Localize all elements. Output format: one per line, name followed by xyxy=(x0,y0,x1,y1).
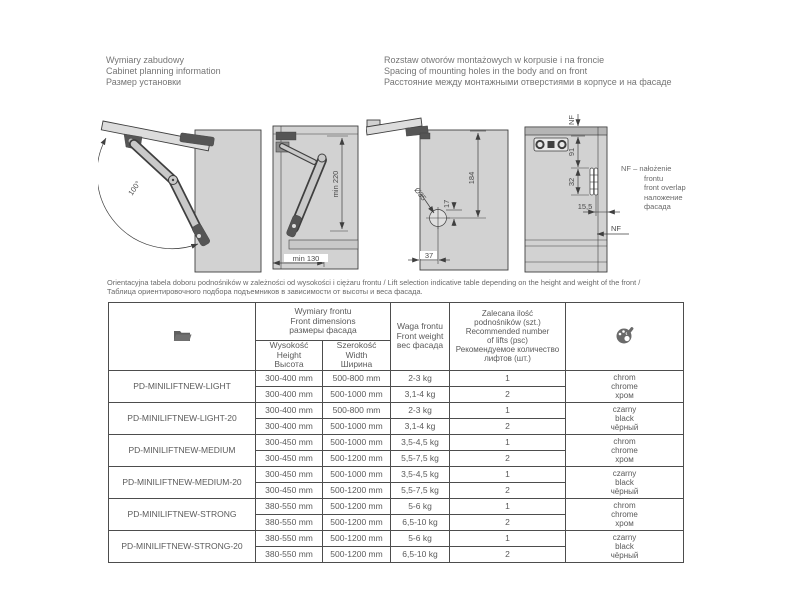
nf-legend-line: наложение xyxy=(644,192,683,202)
product-column-header xyxy=(109,303,256,371)
weight-cell: 5,5-7,5 kg xyxy=(391,450,450,466)
dim-label-angle: 100° xyxy=(126,179,143,198)
table-row xyxy=(109,370,684,386)
height-cell: 300-400 mm xyxy=(256,418,323,434)
weight-cell: 3,1-4 kg xyxy=(391,418,450,434)
color-cell: czarny black чёрный xyxy=(566,466,684,498)
dim-label-17: 17 xyxy=(442,199,451,208)
qty-cell: 2 xyxy=(450,482,566,498)
qty-cell: 1 xyxy=(450,498,566,514)
table-header xyxy=(109,303,684,371)
caption-line: Orientacyjna tabela doboru podnośników w zależności od wysokości i ciężaru frontu / Lift selection indicative table depending on the height and weight of the front / xyxy=(107,278,641,287)
table-body xyxy=(109,370,684,562)
height-cell: 300-450 mm xyxy=(256,450,323,466)
dim-label-184: 184 xyxy=(467,171,476,185)
height-cell: 300-450 mm xyxy=(256,466,323,482)
qty-cell: 1 xyxy=(450,402,566,418)
product-name: PD-MINILIFTNEW-LIGHT xyxy=(109,370,256,402)
weight-cell: 2-3 kg xyxy=(391,402,450,418)
qty-cell: 2 xyxy=(450,386,566,402)
table-row xyxy=(109,402,684,418)
table-row xyxy=(109,466,684,482)
qty-cell: 2 xyxy=(450,418,566,434)
table-row xyxy=(109,434,684,450)
height-cell: 300-450 mm xyxy=(256,434,323,450)
height-cell: 380-550 mm xyxy=(256,546,323,562)
lift-upper-arm xyxy=(134,144,173,180)
height-cell: 380-550 mm xyxy=(256,530,323,546)
height-cell: 300-400 mm xyxy=(256,370,323,386)
height-column-header: Wysokość Height Высота xyxy=(256,341,323,371)
diagram-side-drilling xyxy=(366,114,518,276)
qty-cell: 2 xyxy=(450,450,566,466)
weight-cell: 3,5-4,5 kg xyxy=(391,434,450,450)
width-column-header: Szerokość Width Ширина xyxy=(323,341,391,371)
color-cell: czarny black чёрный xyxy=(566,530,684,562)
weight-column-header: Waga frontu Front weight вес фасада xyxy=(391,303,450,371)
color-column-header xyxy=(566,303,684,371)
lift-selection-table xyxy=(108,302,684,563)
plate-detail xyxy=(548,141,555,148)
width-cell: 500-1000 mm xyxy=(323,386,391,402)
title-line: Расстояние между монтажными отверстиями в корпусе и на фасаде xyxy=(384,77,672,87)
height-cell: 380-550 mm xyxy=(256,514,323,530)
dim-label-hole-diameter: Ø35 xyxy=(412,185,429,203)
dim-label-nf-bottom: NF xyxy=(611,224,621,233)
width-cell: 500-1200 mm xyxy=(323,450,391,466)
nf-legend xyxy=(621,164,686,212)
height-cell: 300-450 mm xyxy=(256,482,323,498)
title-line: Rozstaw otworów montażowych w korpusie i na froncie xyxy=(384,55,605,65)
foot-screw-icon xyxy=(197,234,201,238)
color-cell: chrom chrome хром xyxy=(566,434,684,466)
weight-cell: 3,5-4,5 kg xyxy=(391,466,450,482)
product-name: PD-MINILIFTNEW-MEDIUM xyxy=(109,434,256,466)
title-line: Spacing of mounting holes in the body and on front xyxy=(384,66,588,76)
height-cell: 300-400 mm xyxy=(256,386,323,402)
weight-cell: 5-6 kg xyxy=(391,498,450,514)
width-cell: 500-800 mm xyxy=(323,402,391,418)
qty-column-header: Zalecana ilość podnośników (szt.) Recommended number of lifts (psc) Рекомендуемое количество лифтов (шт.) xyxy=(450,303,566,371)
height-cell: 380-550 mm xyxy=(256,498,323,514)
product-name: PD-MINILIFTNEW-STRONG-20 xyxy=(109,530,256,562)
width-cell: 500-1000 mm xyxy=(323,418,391,434)
height-cell: 300-400 mm xyxy=(256,402,323,418)
weight-cell: 3,1-4 kg xyxy=(391,386,450,402)
adjustment-slot xyxy=(590,168,594,195)
product-name: PD-MINILIFTNEW-MEDIUM-20 xyxy=(109,466,256,498)
weight-cell: 5-6 kg xyxy=(391,530,450,546)
product-name: PD-MINILIFTNEW-STRONG xyxy=(109,498,256,530)
dim-label-91: 91 xyxy=(567,147,576,157)
title-line: Cabinet planning information xyxy=(106,66,221,76)
section-title-hole-spacing xyxy=(384,55,672,88)
width-cell: 500-1200 mm xyxy=(323,482,391,498)
section-title-cabinet-planning xyxy=(106,55,221,88)
nf-legend-line: NF – nałożenie xyxy=(621,164,672,173)
color-cell: chrom chrome хром xyxy=(566,498,684,530)
product-name: PD-MINILIFTNEW-LIGHT-20 xyxy=(109,402,256,434)
lift-top-mount xyxy=(276,132,296,140)
diagram-opening-angle xyxy=(98,114,273,276)
palette-icon xyxy=(614,326,636,344)
dim-label-min-depth: min 130 xyxy=(292,254,320,263)
nf-legend-line: фасада xyxy=(644,202,671,211)
qty-cell: 2 xyxy=(450,546,566,562)
color-cell: chrom chrome хром xyxy=(566,370,684,402)
width-cell: 500-1000 mm xyxy=(323,434,391,450)
table-caption xyxy=(107,278,640,296)
dim-label-15-5: 15,5 xyxy=(577,202,593,211)
width-cell: 500-1000 mm xyxy=(323,466,391,482)
folder-icon xyxy=(172,328,192,342)
adjustment-slot xyxy=(594,168,598,195)
dim-label-min-height: min 220 xyxy=(331,170,340,198)
width-cell: 500-1200 mm xyxy=(323,546,391,562)
width-cell: 500-1200 mm xyxy=(323,514,391,530)
dim-label-37: 37 xyxy=(424,251,434,260)
width-cell: 500-1200 mm xyxy=(323,530,391,546)
title-line: Размер установки xyxy=(106,77,182,87)
arm-joint xyxy=(318,154,326,162)
cabinet-side-panel xyxy=(420,130,508,270)
color-cell: czarny black чёрный xyxy=(566,402,684,434)
dim-label-nf-top: NF xyxy=(567,115,576,125)
weight-cell: 6,5-10 kg xyxy=(391,546,450,562)
weight-cell: 5,5-7,5 kg xyxy=(391,482,450,498)
table-row xyxy=(109,498,684,514)
front-dimensions-header: Wymiary frontu Front dimensions размеры фасада xyxy=(256,303,391,341)
foot-screw-icon xyxy=(292,224,296,228)
qty-cell: 2 xyxy=(450,514,566,530)
nf-legend-line: frontu xyxy=(644,173,664,183)
cabinet-body xyxy=(195,130,261,272)
qty-cell: 1 xyxy=(450,370,566,386)
shelf xyxy=(289,240,358,249)
weight-cell: 2-3 kg xyxy=(391,370,450,386)
title-line: Wymiary zabudowy xyxy=(106,55,184,65)
weight-cell: 6,5-10 kg xyxy=(391,514,450,530)
width-cell: 500-800 mm xyxy=(323,370,391,386)
table-row xyxy=(109,530,684,546)
dim-label-32: 32 xyxy=(567,177,576,187)
qty-cell: 1 xyxy=(450,466,566,482)
caption-line: Таблица ориентировочного подбора подъемников в зависимости от высоты и веса фасада. xyxy=(107,287,423,296)
qty-cell: 1 xyxy=(450,434,566,450)
lift-top-mount xyxy=(420,133,430,139)
nf-legend-line: front overlap xyxy=(644,183,686,192)
panel-top-edge xyxy=(525,127,607,135)
width-cell: 500-1200 mm xyxy=(323,498,391,514)
qty-cell: 1 xyxy=(450,530,566,546)
